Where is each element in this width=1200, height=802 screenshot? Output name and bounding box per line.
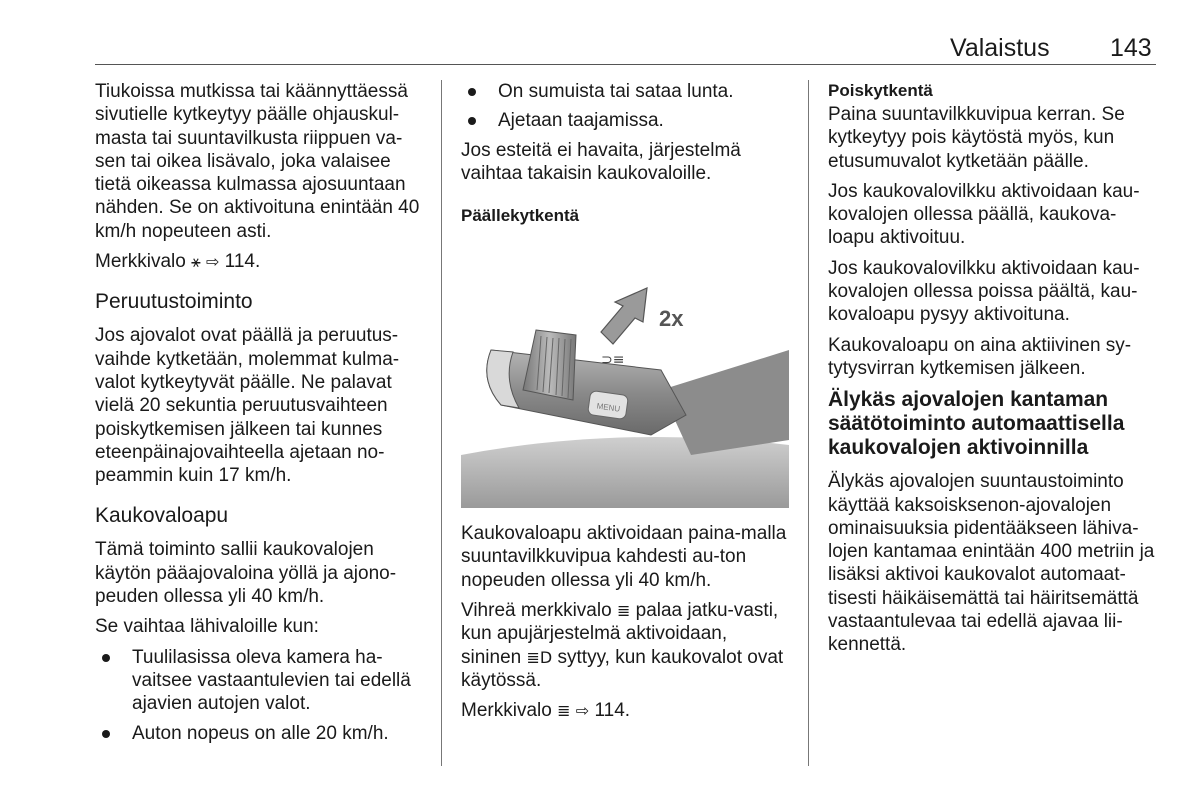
page-header-title: Valaistus bbox=[950, 34, 1050, 62]
heading-peruutustoiminto: Peruutustoiminto bbox=[95, 290, 253, 314]
reference-merkkivalo bbox=[95, 250, 425, 273]
paragraph-kaukovalovilkku-paalla: Jos kaukovalovilkku aktivoidaan kau-kovalojen ollessa päällä, kaukova-loapu aktivoituu. bbox=[828, 180, 1140, 249]
menu-button-label: MENU bbox=[596, 401, 621, 414]
reference-label: Merkkivalo bbox=[461, 700, 552, 722]
paragraph-aina-aktiivinen: Kaukovaloapu on aina aktiivinen sy-tytysvirran kytkemisen jälkeen. bbox=[828, 334, 1132, 379]
heading-alykas-ajovalojen: Älykäs ajovalojen kantaman säätötoiminto automaattisella kaukovalojen aktivoinnilla bbox=[828, 388, 1125, 460]
column-divider bbox=[441, 80, 442, 766]
paragraph-alykas-ajovalojen: Älykäs ajovalojen suuntaustoiminto käyttää kaksoisksenon-ajovalojen ominaisuuksia pidentääkseen lähiva-lojen kantamaa enintään 400 metriin ja lisäksi aktivoi kaukovalot automaat-tisesti häikäisemättä tai häiritsemättä vastaantulevaa tai edellä ajavaa lii-kennettä. bbox=[828, 471, 1155, 656]
bullet-list bbox=[461, 80, 791, 133]
page-number: 143 bbox=[1110, 34, 1152, 62]
heading-kaukovaloapu: Kaukovaloapu bbox=[95, 504, 229, 528]
paragraph-poiskytkenta: Paina suuntavilkkuvipua kerran. Se kytkeytyy pois käytöstä myös, kun etusumuvalot kytketään päälle. bbox=[828, 104, 1125, 172]
header-rule bbox=[95, 64, 1156, 65]
page-reference-arrow-icon: ⇨ bbox=[575, 701, 590, 721]
turn-signal-lever-figure bbox=[461, 240, 789, 508]
paragraph-aktivoidaan: Kaukovaloapu aktivoidaan paina-malla suuntavilkkuvipua kahdesti au-ton nopeuden ollessa yli 40 km/h. bbox=[461, 523, 787, 591]
list-item: Tuulilasissa oleva kamera ha-vaitsee vastaantulevien tai edellä ajavien autojen valot. bbox=[95, 646, 425, 716]
page-reference-arrow-icon: ⇨ bbox=[205, 252, 220, 272]
text-segment: syttyy, kun kaukovalot ovat käytössä. bbox=[461, 646, 784, 691]
green-indicator-icon: ≣ bbox=[616, 601, 631, 621]
reference-page: 114. bbox=[224, 251, 261, 273]
list-item: On sumuista tai sataa lunta. bbox=[461, 80, 791, 103]
column-3 bbox=[828, 80, 1158, 664]
paragraph-esteita: Jos esteitä ei havaita, järjestelmä vaihtaa takaisin kaukovaloille. bbox=[461, 139, 741, 184]
paragraph-peruutustoiminto: Jos ajovalot ovat päällä ja peruutus-vaihde kytketään, molemmat kulma-valot kytkeytyvät päälle. Ne palavat vielä 20 sekuntia peruutusvaihteen poiskytkemisen jälkeen tai kunnes eteenpäinajovaihteella ajetaan no-peammin kuin 17 km/h. bbox=[95, 325, 400, 487]
high-beam-assist-icon: ≣ bbox=[557, 701, 571, 721]
column-1 bbox=[95, 80, 425, 751]
text-segment: palaa jatku-vasti, kun apujärjestelmä aktivoidaan, sininen bbox=[461, 600, 779, 668]
figure-label-2x: 2x bbox=[659, 306, 684, 332]
paragraph-vaihtaa: Se vaihtaa lähivaloille kun: bbox=[95, 616, 319, 638]
column-2 bbox=[461, 80, 791, 730]
paragraph-kaukovalovilkku-poissa: Jos kaukovalovilkku aktivoidaan kau-kovalojen ollessa poissa päältä, kau-kovaloapu pysyy aktivoituna. bbox=[828, 257, 1140, 326]
list-item: Ajetaan taajamissa. bbox=[461, 109, 791, 132]
paragraph-lisavalo: Tiukoissa mutkissa tai käännyttäessä sivutielle kytkeytyy päälle ohjauskul-masta tai suuntavilkusta riippuen va-sen tai oikea lisävalo, joka valaisee tietä oikeassa kulmassa ajosuuntaan nähden. Se on aktivoituna enintään 40 km/h nopeuteen asti. bbox=[95, 81, 420, 242]
text-segment: Vihreä merkkivalo bbox=[461, 600, 612, 622]
reference-label: Merkkivalo bbox=[95, 251, 186, 273]
heading-paallekytkenta: Päällekytkentä bbox=[461, 206, 580, 226]
paragraph-vihrea-merkkivalo bbox=[461, 599, 791, 692]
lever-illustration bbox=[461, 240, 789, 508]
headlight-symbol-icon: ⊃≡ bbox=[601, 352, 625, 369]
column-divider bbox=[808, 80, 809, 766]
paragraph-kaukovaloapu: Tämä toiminto sallii kaukovalojen käytön pääajovaloina yöllä ja ajono-peuden ollessa yli 40 km/h. bbox=[95, 539, 397, 608]
heading-poiskytkenta: Poiskytkentä bbox=[828, 81, 933, 100]
blue-high-beam-icon: ≣D bbox=[526, 647, 553, 667]
cornering-light-icon: ⚹ bbox=[191, 252, 201, 272]
bullet-list bbox=[95, 646, 425, 745]
list-item: Auton nopeus on alle 20 km/h. bbox=[95, 722, 425, 745]
reference-page: 114. bbox=[594, 700, 631, 722]
reference-merkkivalo bbox=[461, 699, 791, 722]
dashboard-shape bbox=[461, 437, 789, 508]
